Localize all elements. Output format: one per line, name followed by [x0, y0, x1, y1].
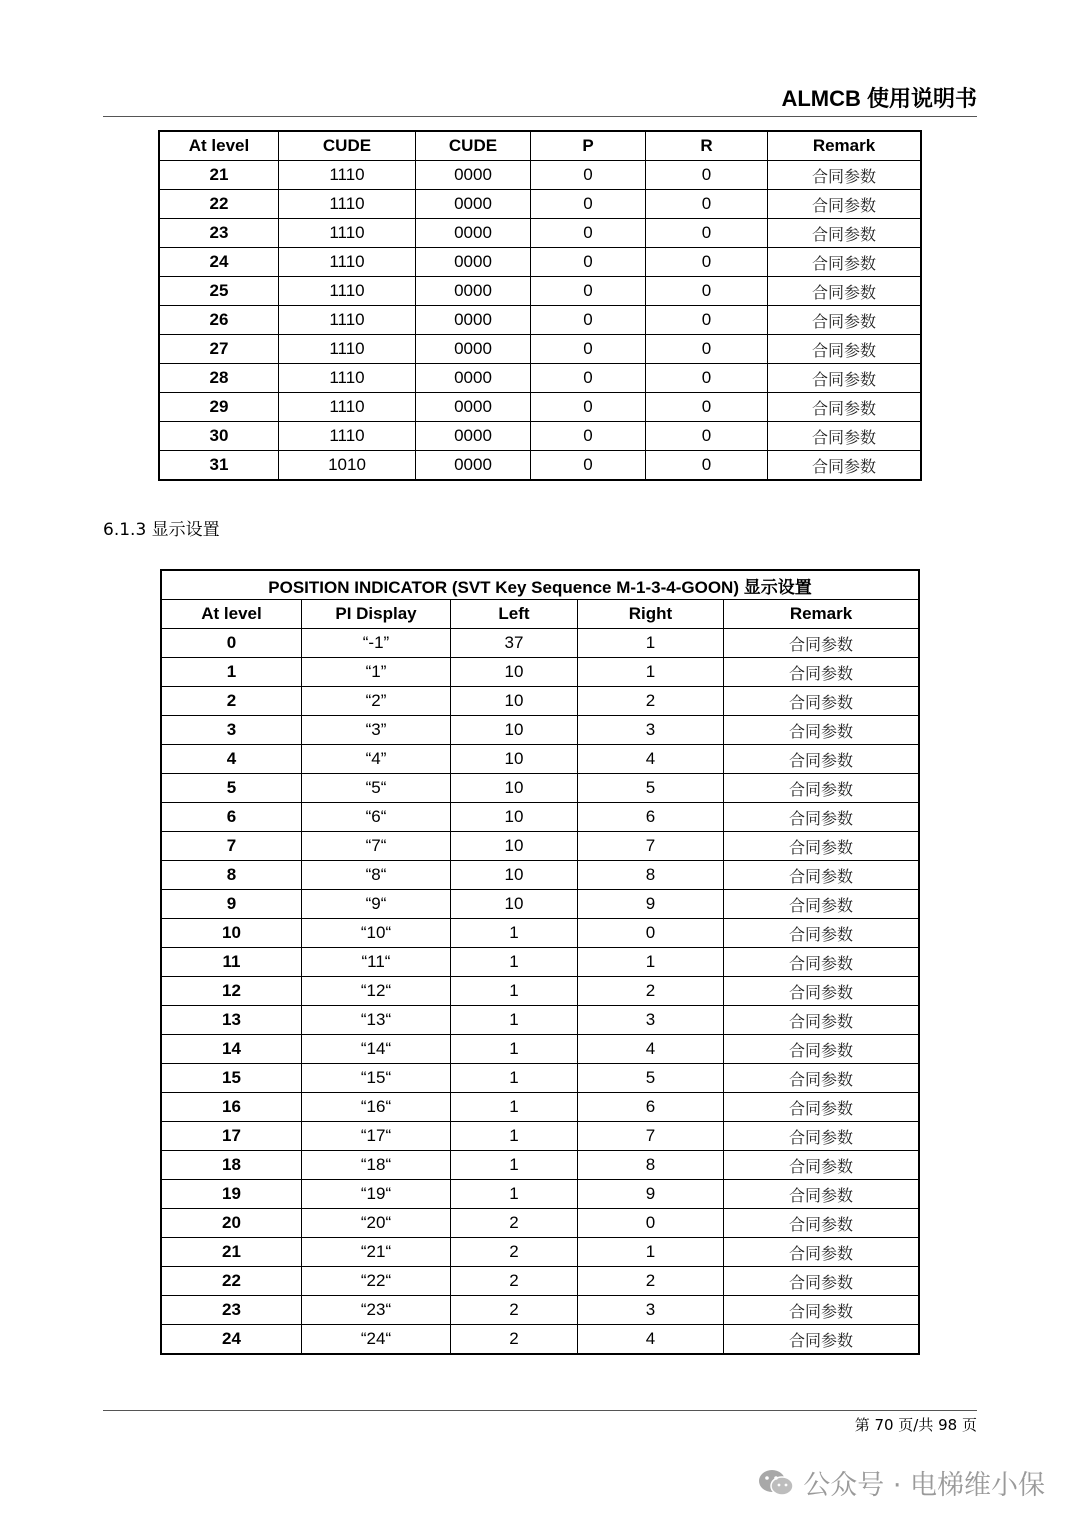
- value-cell: 0000: [416, 364, 531, 393]
- value-cell: 2: [578, 687, 724, 716]
- table-row: [159, 335, 921, 364]
- value-cell: 1110: [279, 335, 416, 364]
- watermark-text: 公众号 · 电梯维小保: [803, 1470, 1045, 1501]
- level-cell: 10: [161, 919, 302, 948]
- level-cell: 12: [161, 977, 302, 1006]
- remark-cell: 合同参数: [724, 1151, 920, 1180]
- value-cell: “5“: [302, 774, 451, 803]
- remark-cell: 合同参数: [768, 161, 922, 190]
- table-header-row: [161, 600, 919, 629]
- remark-cell: 合同参数: [724, 745, 920, 774]
- remark-cell: 合同参数: [724, 977, 920, 1006]
- table-row: [161, 1064, 919, 1093]
- remark-cell: 合同参数: [768, 190, 922, 219]
- table-row: [161, 1209, 919, 1238]
- level-cell: 5: [161, 774, 302, 803]
- level-cell: 22: [159, 190, 279, 219]
- value-cell: 0: [646, 248, 768, 277]
- value-cell: 0000: [416, 161, 531, 190]
- column-header: At level: [159, 131, 279, 161]
- table-row: [161, 1238, 919, 1267]
- level-cell: 13: [161, 1006, 302, 1035]
- value-cell: 0000: [416, 306, 531, 335]
- value-cell: 1: [578, 658, 724, 687]
- level-cell: 25: [159, 277, 279, 306]
- table-row: [159, 422, 921, 451]
- value-cell: 0: [531, 277, 646, 306]
- table-row: [161, 1267, 919, 1296]
- level-cell: 23: [161, 1296, 302, 1325]
- value-cell: “15“: [302, 1064, 451, 1093]
- value-cell: 10: [451, 687, 578, 716]
- remark-cell: 合同参数: [724, 1006, 920, 1035]
- remark-cell: 合同参数: [768, 248, 922, 277]
- value-cell: 2: [578, 977, 724, 1006]
- remark-cell: 合同参数: [768, 364, 922, 393]
- header-divider: [103, 116, 977, 117]
- value-cell: 6: [578, 1093, 724, 1122]
- table-row: [161, 1151, 919, 1180]
- table-row: [161, 774, 919, 803]
- value-cell: 7: [578, 832, 724, 861]
- value-cell: 1110: [279, 219, 416, 248]
- value-cell: “6“: [302, 803, 451, 832]
- value-cell: 10: [451, 716, 578, 745]
- level-cell: 3: [161, 716, 302, 745]
- value-cell: 2: [451, 1267, 578, 1296]
- column-header: CUDE: [416, 131, 531, 161]
- level-cell: 26: [159, 306, 279, 335]
- value-cell: 0: [646, 161, 768, 190]
- level-cell: 21: [159, 161, 279, 190]
- value-cell: 0: [646, 393, 768, 422]
- table-row: [159, 277, 921, 306]
- remark-cell: 合同参数: [724, 1296, 920, 1325]
- level-cell: 22: [161, 1267, 302, 1296]
- table-row: [161, 803, 919, 832]
- table-row: [161, 977, 919, 1006]
- value-cell: 10: [451, 803, 578, 832]
- level-cell: 15: [161, 1064, 302, 1093]
- value-cell: 0000: [416, 277, 531, 306]
- value-cell: 1: [578, 948, 724, 977]
- value-cell: “1”: [302, 658, 451, 687]
- value-cell: “21“: [302, 1238, 451, 1267]
- table-row: [159, 393, 921, 422]
- level-cell: 8: [161, 861, 302, 890]
- remark-cell: 合同参数: [724, 1267, 920, 1296]
- value-cell: “8“: [302, 861, 451, 890]
- level-cell: 4: [161, 745, 302, 774]
- table-header-row: [159, 131, 921, 161]
- table-row: [161, 1093, 919, 1122]
- table-row: [159, 306, 921, 335]
- watermark: [757, 1463, 1045, 1502]
- level-cell: 2: [161, 687, 302, 716]
- value-cell: 1: [578, 629, 724, 658]
- value-cell: 0: [646, 451, 768, 481]
- value-cell: 0000: [416, 451, 531, 481]
- remark-cell: 合同参数: [724, 832, 920, 861]
- table-row: [159, 451, 921, 481]
- value-cell: 0000: [416, 248, 531, 277]
- value-cell: “14“: [302, 1035, 451, 1064]
- value-cell: 0000: [416, 393, 531, 422]
- value-cell: 0: [646, 219, 768, 248]
- table-row: [159, 364, 921, 393]
- value-cell: 0: [531, 248, 646, 277]
- value-cell: 0: [646, 306, 768, 335]
- value-cell: 9: [578, 1180, 724, 1209]
- table-row: [161, 890, 919, 919]
- value-cell: 4: [578, 745, 724, 774]
- value-cell: 10: [451, 861, 578, 890]
- column-header: R: [646, 131, 768, 161]
- remark-cell: 合同参数: [724, 1180, 920, 1209]
- column-header: Left: [451, 600, 578, 629]
- value-cell: 0: [531, 422, 646, 451]
- value-cell: 1: [451, 1180, 578, 1209]
- value-cell: “10“: [302, 919, 451, 948]
- remark-cell: 合同参数: [768, 219, 922, 248]
- level-cell: 29: [159, 393, 279, 422]
- value-cell: “-1”: [302, 629, 451, 658]
- level-cell: 24: [161, 1325, 302, 1355]
- remark-cell: 合同参数: [724, 658, 920, 687]
- column-header: P: [531, 131, 646, 161]
- value-cell: 7: [578, 1122, 724, 1151]
- remark-cell: 合同参数: [768, 422, 922, 451]
- wechat-icon: [757, 1468, 795, 1498]
- value-cell: “20“: [302, 1209, 451, 1238]
- table-row: [159, 190, 921, 219]
- value-cell: 10: [451, 658, 578, 687]
- level-cell: 19: [161, 1180, 302, 1209]
- remark-cell: 合同参数: [724, 1238, 920, 1267]
- table-row: [161, 658, 919, 687]
- value-cell: “24“: [302, 1325, 451, 1355]
- value-cell: 0: [646, 277, 768, 306]
- level-cell: 21: [161, 1238, 302, 1267]
- value-cell: 8: [578, 861, 724, 890]
- value-cell: 3: [578, 1006, 724, 1035]
- value-cell: 0: [531, 335, 646, 364]
- value-cell: 0000: [416, 335, 531, 364]
- value-cell: 1: [451, 919, 578, 948]
- remark-cell: 合同参数: [724, 716, 920, 745]
- value-cell: “4”: [302, 745, 451, 774]
- value-cell: 37: [451, 629, 578, 658]
- value-cell: 0: [578, 919, 724, 948]
- level-cell: 16: [161, 1093, 302, 1122]
- value-cell: “12“: [302, 977, 451, 1006]
- value-cell: 1010: [279, 451, 416, 481]
- value-cell: 0: [531, 393, 646, 422]
- value-cell: 0: [646, 364, 768, 393]
- column-header: PI Display: [302, 600, 451, 629]
- remark-cell: 合同参数: [724, 1325, 920, 1355]
- column-header: Remark: [768, 131, 922, 161]
- value-cell: 6: [578, 803, 724, 832]
- value-cell: “9“: [302, 890, 451, 919]
- table-row: [161, 745, 919, 774]
- remark-cell: 合同参数: [724, 919, 920, 948]
- value-cell: 1: [451, 1122, 578, 1151]
- table-row: [161, 687, 919, 716]
- remark-cell: 合同参数: [724, 774, 920, 803]
- level-cell: 6: [161, 803, 302, 832]
- level-cell: 23: [159, 219, 279, 248]
- table-row: [161, 861, 919, 890]
- value-cell: 1: [451, 1093, 578, 1122]
- level-cell: 31: [159, 451, 279, 481]
- value-cell: “17“: [302, 1122, 451, 1151]
- table-row: [161, 919, 919, 948]
- remark-cell: 合同参数: [724, 948, 920, 977]
- value-cell: 1110: [279, 393, 416, 422]
- remark-cell: 合同参数: [724, 890, 920, 919]
- table-row: [161, 1325, 919, 1355]
- value-cell: 1110: [279, 190, 416, 219]
- value-cell: 10: [451, 774, 578, 803]
- table-row: [159, 219, 921, 248]
- remark-cell: 合同参数: [768, 393, 922, 422]
- value-cell: 3: [578, 716, 724, 745]
- value-cell: 0: [646, 335, 768, 364]
- value-cell: 0: [531, 161, 646, 190]
- column-header: At level: [161, 600, 302, 629]
- value-cell: 0000: [416, 190, 531, 219]
- value-cell: 4: [578, 1325, 724, 1355]
- table-row: [159, 248, 921, 277]
- value-cell: 1110: [279, 277, 416, 306]
- value-cell: 0: [646, 190, 768, 219]
- cude-table: [158, 130, 922, 481]
- value-cell: “2”: [302, 687, 451, 716]
- value-cell: 0: [646, 422, 768, 451]
- level-cell: 17: [161, 1122, 302, 1151]
- value-cell: 0000: [416, 219, 531, 248]
- level-cell: 28: [159, 364, 279, 393]
- remark-cell: 合同参数: [724, 803, 920, 832]
- level-cell: 7: [161, 832, 302, 861]
- position-indicator-table: [160, 569, 920, 1355]
- remark-cell: 合同参数: [768, 335, 922, 364]
- value-cell: 3: [578, 1296, 724, 1325]
- value-cell: 4: [578, 1035, 724, 1064]
- value-cell: “13“: [302, 1006, 451, 1035]
- document-title: ALMCB 使用说明书: [781, 86, 977, 111]
- level-cell: 11: [161, 948, 302, 977]
- value-cell: 1: [578, 1238, 724, 1267]
- level-cell: 27: [159, 335, 279, 364]
- remark-cell: 合同参数: [724, 687, 920, 716]
- value-cell: 1: [451, 1151, 578, 1180]
- value-cell: “23“: [302, 1296, 451, 1325]
- column-header: Right: [578, 600, 724, 629]
- page-number: 第 70 页/共 98 页: [854, 1416, 977, 1434]
- table-row: [161, 629, 919, 658]
- value-cell: 2: [451, 1209, 578, 1238]
- value-cell: 1: [451, 948, 578, 977]
- footer-divider: [103, 1410, 977, 1411]
- value-cell: 5: [578, 1064, 724, 1093]
- column-header: Remark: [724, 600, 920, 629]
- value-cell: 1110: [279, 248, 416, 277]
- column-header: CUDE: [279, 131, 416, 161]
- value-cell: 0: [531, 451, 646, 481]
- remark-cell: 合同参数: [768, 277, 922, 306]
- table-row: [161, 1006, 919, 1035]
- value-cell: 10: [451, 745, 578, 774]
- level-cell: 18: [161, 1151, 302, 1180]
- table-row: [161, 716, 919, 745]
- level-cell: 20: [161, 1209, 302, 1238]
- level-cell: 0: [161, 629, 302, 658]
- value-cell: 10: [451, 832, 578, 861]
- value-cell: 0: [578, 1209, 724, 1238]
- value-cell: “7“: [302, 832, 451, 861]
- remark-cell: 合同参数: [768, 306, 922, 335]
- value-cell: 2: [451, 1325, 578, 1355]
- value-cell: 1110: [279, 422, 416, 451]
- level-cell: 24: [159, 248, 279, 277]
- level-cell: 14: [161, 1035, 302, 1064]
- value-cell: “11“: [302, 948, 451, 977]
- remark-cell: 合同参数: [724, 629, 920, 658]
- value-cell: “19“: [302, 1180, 451, 1209]
- level-cell: 30: [159, 422, 279, 451]
- remark-cell: 合同参数: [724, 861, 920, 890]
- value-cell: 0: [531, 190, 646, 219]
- level-cell: 1: [161, 658, 302, 687]
- remark-cell: 合同参数: [724, 1035, 920, 1064]
- value-cell: 0: [531, 219, 646, 248]
- value-cell: 1: [451, 1035, 578, 1064]
- section-heading: 6.1.3 显示设置: [103, 520, 220, 540]
- value-cell: 2: [578, 1267, 724, 1296]
- value-cell: 5: [578, 774, 724, 803]
- table-row: [161, 1296, 919, 1325]
- level-cell: 9: [161, 890, 302, 919]
- value-cell: “16“: [302, 1093, 451, 1122]
- value-cell: 0: [531, 306, 646, 335]
- table-row: [161, 1035, 919, 1064]
- value-cell: 9: [578, 890, 724, 919]
- table-row: [161, 1180, 919, 1209]
- remark-cell: 合同参数: [724, 1122, 920, 1151]
- value-cell: 1: [451, 977, 578, 1006]
- value-cell: 1: [451, 1006, 578, 1035]
- table-row: [161, 1122, 919, 1151]
- value-cell: 1110: [279, 364, 416, 393]
- value-cell: 0: [531, 364, 646, 393]
- value-cell: “22“: [302, 1267, 451, 1296]
- value-cell: “3”: [302, 716, 451, 745]
- value-cell: 10: [451, 890, 578, 919]
- value-cell: 2: [451, 1296, 578, 1325]
- table-row: [161, 832, 919, 861]
- value-cell: 1: [451, 1064, 578, 1093]
- value-cell: 1110: [279, 306, 416, 335]
- table-caption: POSITION INDICATOR (SVT Key Sequence M-1-3-4-GOON) 显示设置: [161, 570, 919, 600]
- value-cell: 0000: [416, 422, 531, 451]
- table-row: [161, 948, 919, 977]
- table-row: [159, 161, 921, 190]
- table-caption-row: [161, 570, 919, 600]
- value-cell: 8: [578, 1151, 724, 1180]
- value-cell: “18“: [302, 1151, 451, 1180]
- remark-cell: 合同参数: [724, 1064, 920, 1093]
- value-cell: 2: [451, 1238, 578, 1267]
- remark-cell: 合同参数: [724, 1209, 920, 1238]
- remark-cell: 合同参数: [768, 451, 922, 481]
- remark-cell: 合同参数: [724, 1093, 920, 1122]
- value-cell: 1110: [279, 161, 416, 190]
